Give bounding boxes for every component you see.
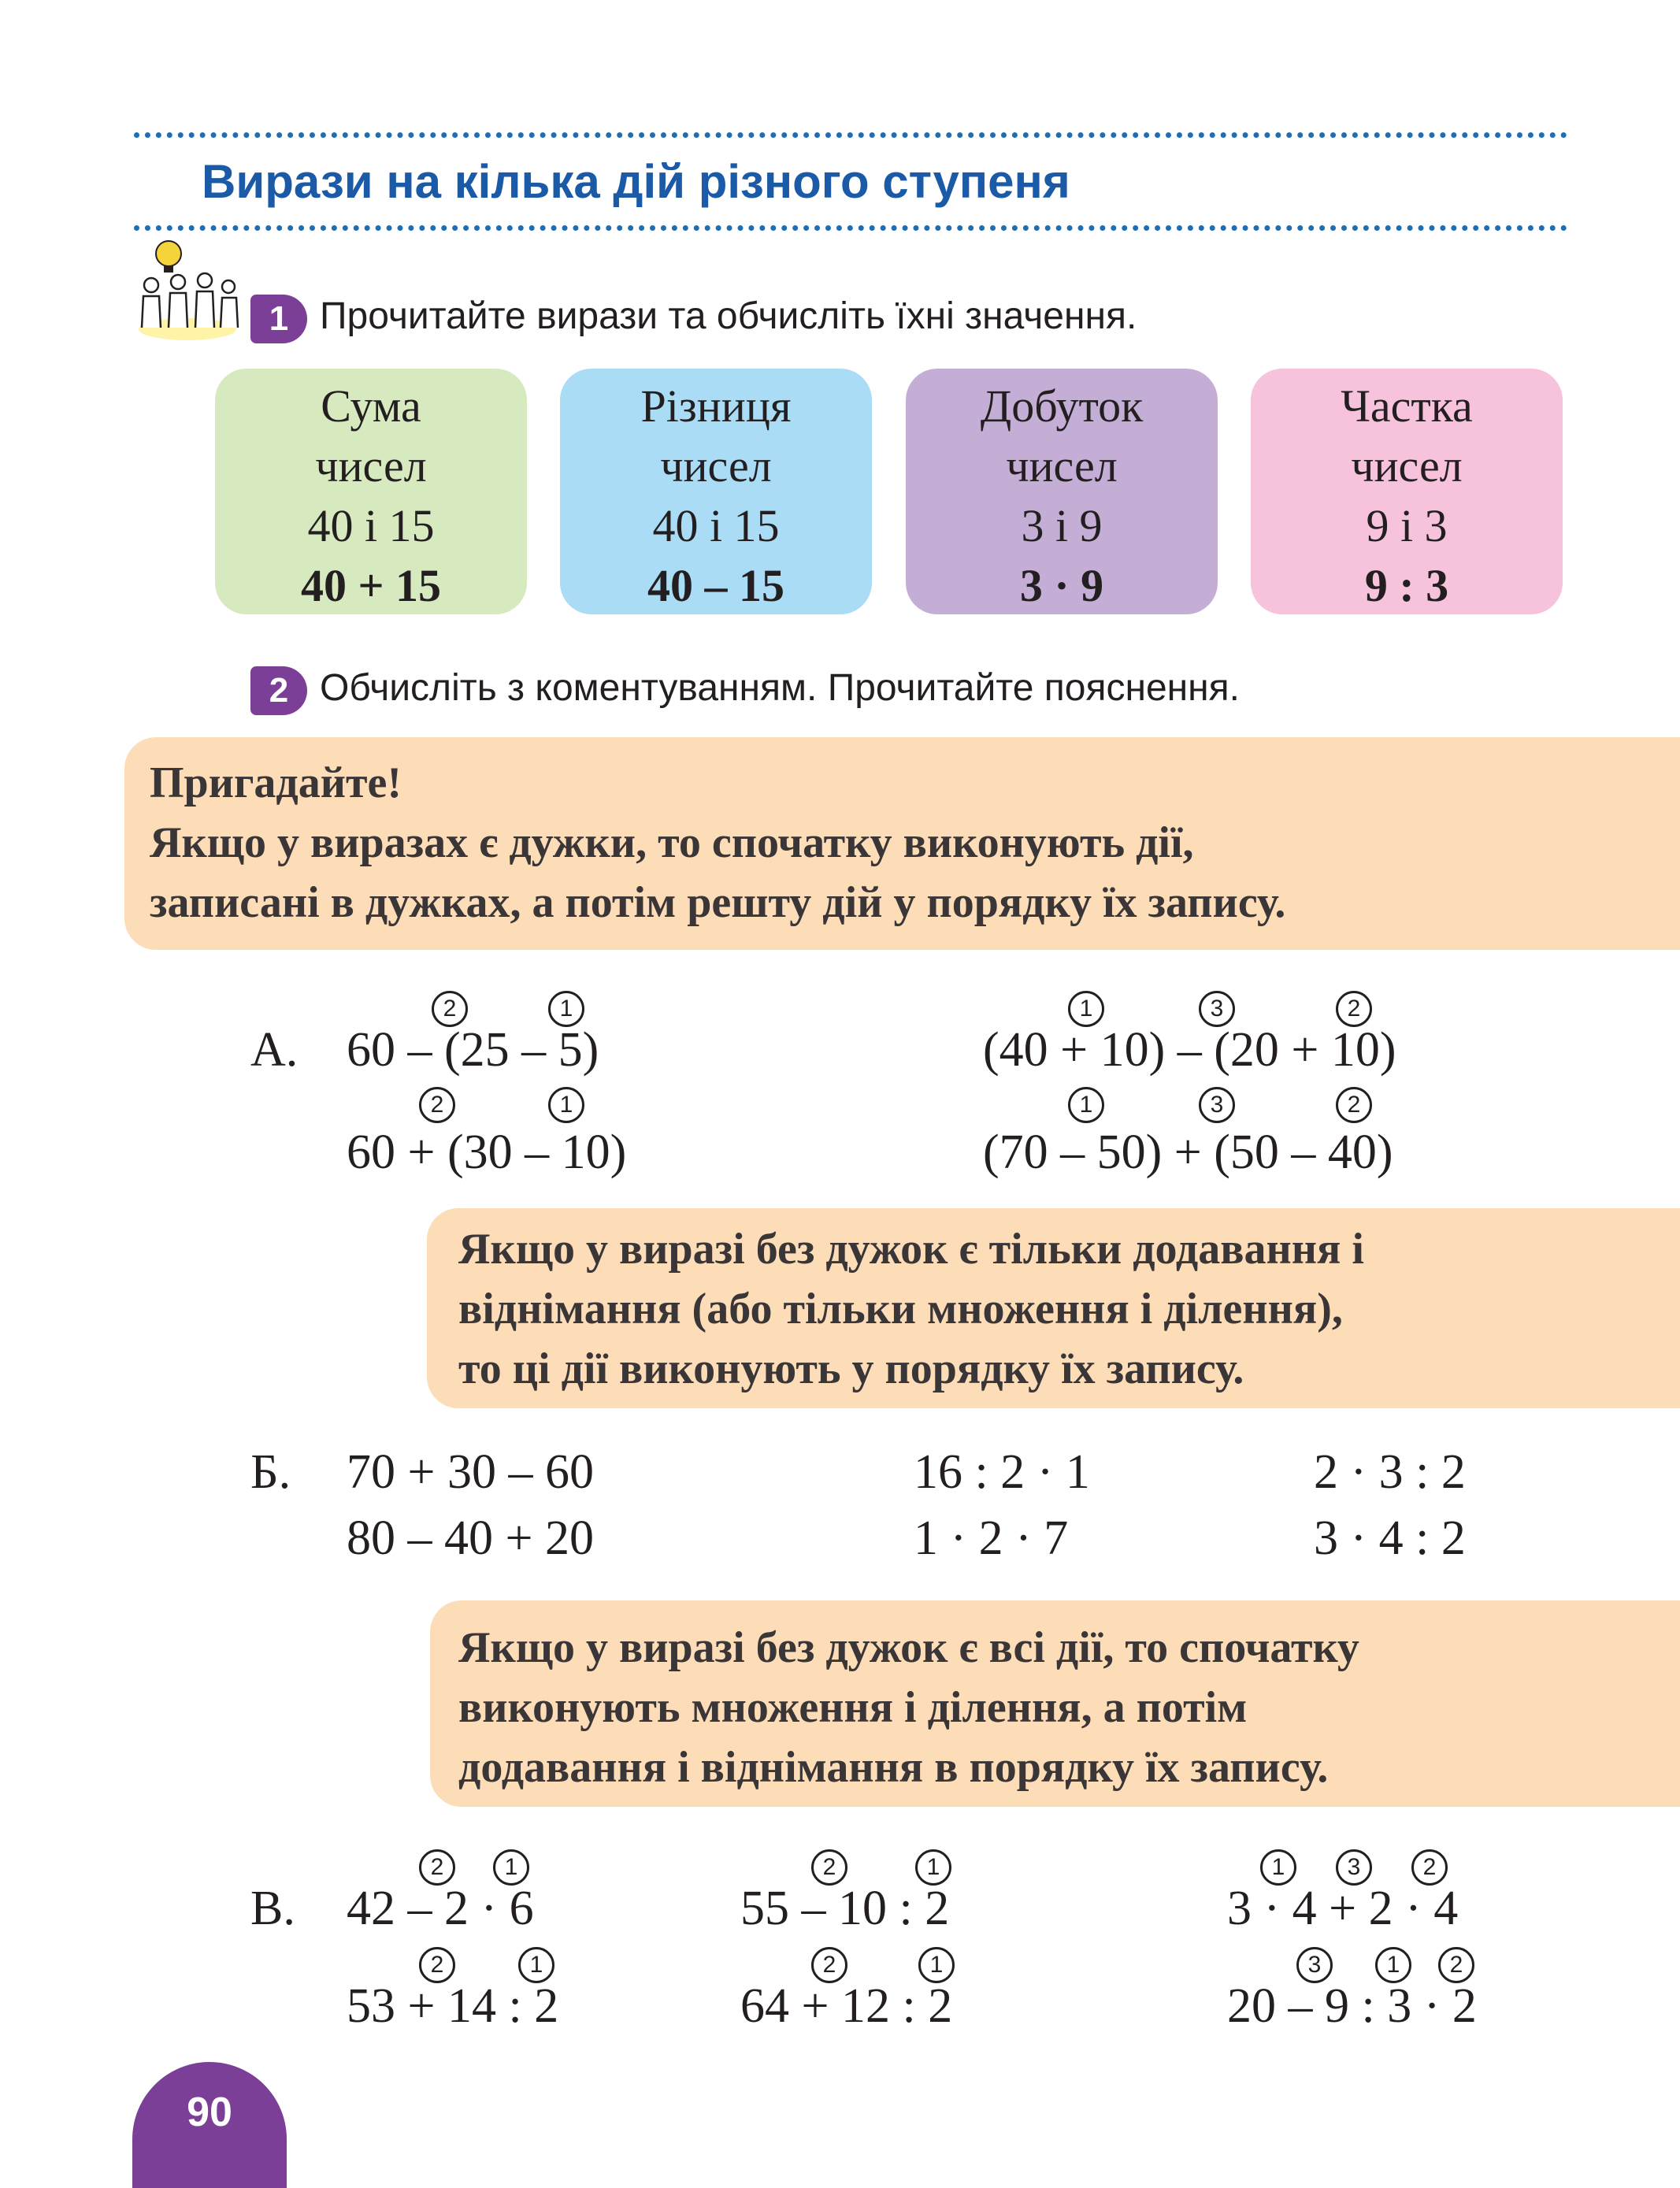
- card-line: Різниця: [640, 380, 792, 432]
- card-line: чисел: [1351, 440, 1463, 491]
- rule-line: Якщо у виразі без дужок є тільки додавання і: [458, 1225, 1364, 1274]
- card-line: 3 і 9: [1021, 500, 1103, 551]
- expression: (40 + 10) – (20 + 10): [983, 1023, 1396, 1077]
- order-mark: 3: [1199, 991, 1235, 1027]
- expression: 53 + 14 : 2: [347, 1979, 559, 2033]
- card-expression: 40 + 15: [300, 560, 442, 611]
- order-mark: 1: [493, 1849, 529, 1886]
- part-c-label: В.: [250, 1882, 295, 1935]
- card-line: 40 і 15: [307, 500, 435, 551]
- order-mark: 3: [1296, 1947, 1333, 1983]
- expression: 60 + (30 – 10): [347, 1126, 627, 1179]
- order-mark: 2: [1411, 1849, 1448, 1886]
- quotient-card: [1251, 369, 1563, 614]
- rule-line: віднімання (або тільки множення і ділення),: [458, 1285, 1343, 1333]
- expression: 55 – 10 : 2: [740, 1882, 950, 1935]
- rule-line: додавання і віднімання в порядку їх запису.: [458, 1743, 1329, 1792]
- part-b-label: Б.: [250, 1445, 291, 1499]
- rule-line: то ці дії виконують у порядку їх запису.: [458, 1344, 1244, 1393]
- card-line: Частка: [1341, 380, 1473, 432]
- expression: 3 · 4 : 2: [1314, 1511, 1466, 1565]
- product-card: [906, 369, 1218, 614]
- card-line: чисел: [660, 440, 772, 491]
- remember-heading: Пригадайте!: [150, 758, 402, 807]
- card-expression: 3 · 9: [1019, 560, 1104, 611]
- expression: 2 · 3 : 2: [1314, 1445, 1466, 1499]
- group-work-icon: [132, 236, 243, 347]
- task-instruction: Обчисліть з коментуванням. Прочитайте пояснення.: [320, 667, 1241, 709]
- order-mark: 2: [1438, 1947, 1474, 1983]
- order-mark: 1: [548, 991, 584, 1027]
- task-number-badge: 2: [250, 666, 307, 715]
- card-expression: 40 – 15: [647, 560, 784, 611]
- order-mark: 2: [1336, 1087, 1372, 1123]
- expression: 42 – 2 · 6: [347, 1882, 534, 1935]
- card-line: 9 і 3: [1366, 500, 1448, 551]
- part-a-label: А.: [250, 1023, 299, 1077]
- card-line: 40 і 15: [652, 500, 780, 551]
- order-mark: 1: [1068, 991, 1104, 1027]
- expression: 64 + 12 : 2: [740, 1979, 953, 2033]
- title-rule-bottom: [134, 225, 1567, 231]
- order-mark: 1: [1375, 1947, 1411, 1983]
- order-mark: 2: [432, 991, 468, 1027]
- order-mark: 1: [518, 1947, 554, 1983]
- expression: (70 – 50) + (50 – 40): [983, 1126, 1393, 1179]
- remember-line: записані в дужках, а потім решту дій у порядку їх запису.: [150, 878, 1286, 927]
- order-mark: 3: [1336, 1849, 1372, 1886]
- order-mark: 2: [419, 1849, 455, 1886]
- card-line: Сума: [321, 380, 421, 432]
- page-number: 90: [187, 2090, 232, 2135]
- page-title: Вирази на кілька дій різного ступеня: [202, 155, 1070, 208]
- order-mark: 2: [1336, 991, 1372, 1027]
- expression: 1 · 2 · 7: [914, 1511, 1069, 1565]
- task-instruction: Прочитайте вирази та обчисліть їхні значення.: [320, 295, 1137, 337]
- order-mark: 2: [419, 1947, 455, 1983]
- order-mark: 1: [1260, 1849, 1296, 1886]
- rule-line: виконують множення і ділення, а потім: [458, 1683, 1248, 1732]
- difference-card: [560, 369, 872, 614]
- expression: 16 : 2 · 1: [914, 1445, 1090, 1499]
- order-mark: 1: [918, 1947, 955, 1983]
- card-line: чисел: [315, 440, 427, 491]
- card-line: чисел: [1006, 440, 1118, 491]
- order-mark: 2: [419, 1087, 455, 1123]
- order-mark: 3: [1199, 1087, 1235, 1123]
- order-mark: 1: [548, 1087, 584, 1123]
- order-mark: 1: [1068, 1087, 1104, 1123]
- order-mark: 2: [811, 1849, 847, 1886]
- rule-line: Якщо у виразі без дужок є всі дії, то спочатку: [458, 1623, 1359, 1672]
- task-number-badge: 1: [250, 295, 307, 343]
- title-rule-top: [134, 132, 1567, 138]
- order-mark: 2: [811, 1947, 847, 1983]
- expression: 3 · 4 + 2 · 4: [1227, 1882, 1459, 1935]
- card-expression: 9 : 3: [1364, 560, 1449, 611]
- remember-line: Якщо у виразах є дужки, то спочатку виконують дії,: [150, 818, 1194, 867]
- expression: 20 – 9 : 3 · 2: [1227, 1979, 1477, 2033]
- expression: 70 + 30 – 60: [347, 1445, 594, 1499]
- expression: 80 – 40 + 20: [347, 1511, 594, 1565]
- sum-card: [215, 369, 527, 614]
- expression: 60 – (25 – 5): [347, 1023, 599, 1077]
- card-line: Добуток: [980, 380, 1144, 432]
- order-mark: 1: [915, 1849, 951, 1886]
